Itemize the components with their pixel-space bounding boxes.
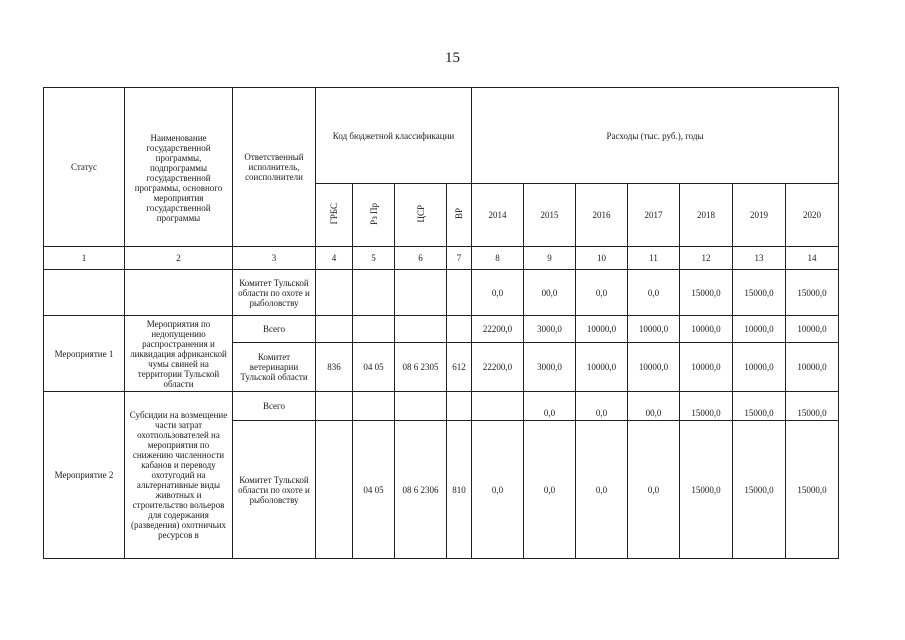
value-cell: 10000,0: [733, 343, 786, 392]
value-cell: 15000,0: [733, 392, 786, 421]
value-cell: 22200,0: [472, 343, 524, 392]
vr-cell: [447, 316, 472, 343]
header-year-2020: 2020: [786, 184, 839, 247]
budget-table: [43, 87, 839, 559]
value-cell: 0,0: [472, 270, 524, 316]
event2-status: Мероприятие 2: [44, 392, 125, 559]
value-cell: 15000,0: [786, 421, 839, 559]
grbs-cell: [316, 421, 353, 559]
header-vr: ВР: [447, 184, 472, 247]
vr-cell: [447, 270, 472, 316]
value-cell: [472, 392, 524, 421]
value-cell: 10000,0: [576, 316, 628, 343]
csr-cell: 08 6 2305: [395, 343, 447, 392]
col-index: 11: [628, 247, 680, 270]
header-executor: Ответственный исполнитель, соисполнители: [233, 88, 316, 247]
table-row: [44, 392, 839, 421]
col-index: 2: [125, 247, 233, 270]
executor-cell: Комитет ветеринарии Тульской области: [233, 343, 316, 392]
page-number: 15: [445, 50, 460, 66]
col-index: 8: [472, 247, 524, 270]
col-index: 7: [447, 247, 472, 270]
value-cell: 0,0: [472, 421, 524, 559]
csr-cell: [395, 316, 447, 343]
header-year-2018: 2018: [680, 184, 733, 247]
value-cell: 00,0: [524, 270, 576, 316]
csr-cell: [395, 270, 447, 316]
value-cell: 3000,0: [524, 343, 576, 392]
grbs-cell: [316, 392, 353, 421]
value-cell: 10000,0: [786, 316, 839, 343]
grbs-cell: [316, 270, 353, 316]
header-status: Статус: [44, 88, 125, 247]
value-cell: 3000,0: [524, 316, 576, 343]
value-cell: 10000,0: [628, 343, 680, 392]
header-rzpr: Рз Пр: [353, 184, 395, 247]
value-cell: 0,0: [628, 270, 680, 316]
header-year-2016: 2016: [576, 184, 628, 247]
rzpr-cell: [353, 392, 395, 421]
value-cell: 15000,0: [680, 421, 733, 559]
value-cell: 10000,0: [680, 316, 733, 343]
name-cell: [125, 270, 233, 316]
header-expenses: Расходы (тыс. руб.), годы: [472, 88, 839, 184]
value-cell: 0,0: [576, 421, 628, 559]
header-csr: ЦСР: [395, 184, 447, 247]
rzpr-cell: 04 05: [353, 343, 395, 392]
value-cell: 15000,0: [733, 421, 786, 559]
event1-name: Мероприятия по недопущению распространения и ликвидация африканской чумы свиней на территории Тульской области: [125, 316, 233, 392]
header-budget-code: Код бюджетной классификации: [316, 88, 472, 184]
vr-cell: [447, 392, 472, 421]
value-cell: 15000,0: [786, 392, 839, 421]
rzpr-cell: [353, 270, 395, 316]
value-cell: 15000,0: [680, 270, 733, 316]
header-name: Наименование государственной программы, подпрограммы государственной программы, основного мероприятия государственной программы: [125, 88, 233, 247]
status-cell: [44, 270, 125, 316]
header-year-2019: 2019: [733, 184, 786, 247]
value-cell: 15000,0: [786, 270, 839, 316]
value-cell: 0,0: [524, 392, 576, 421]
col-index: 4: [316, 247, 353, 270]
value-cell: 0,0: [576, 270, 628, 316]
csr-cell: [395, 392, 447, 421]
rzpr-cell: [353, 316, 395, 343]
grbs-cell: 836: [316, 343, 353, 392]
rzpr-cell: 04 05: [353, 421, 395, 559]
value-cell: 10000,0: [680, 343, 733, 392]
value-cell: 0,0: [524, 421, 576, 559]
event2-name: Субсидии на возмещение части затрат охотпользователей на мероприятия по снижению численности кабанов и переводу охотугодий на альтернативные виды животных и строительство вольеров для содержания (разведения) охотничьих ресурсов в: [125, 392, 233, 559]
table-row: [44, 270, 839, 316]
executor-cell: Всего: [233, 316, 316, 343]
vr-cell: 810: [447, 421, 472, 559]
col-index: 13: [733, 247, 786, 270]
value-cell: 10000,0: [576, 343, 628, 392]
value-cell: 00,0: [628, 392, 680, 421]
col-index: 5: [353, 247, 395, 270]
col-index: 9: [524, 247, 576, 270]
col-index: 10: [576, 247, 628, 270]
vr-cell: 612: [447, 343, 472, 392]
col-index: 3: [233, 247, 316, 270]
header-year-2015: 2015: [524, 184, 576, 247]
event1-status: Мероприятие 1: [44, 316, 125, 392]
header-grbs: ГРБС: [316, 184, 353, 247]
header-year-2017: 2017: [628, 184, 680, 247]
value-cell: 15000,0: [733, 270, 786, 316]
table-row: [44, 316, 839, 343]
value-cell: 10000,0: [786, 343, 839, 392]
col-index: 6: [395, 247, 447, 270]
csr-cell: 08 6 2306: [395, 421, 447, 559]
value-cell: 0,0: [576, 392, 628, 421]
col-index: 12: [680, 247, 733, 270]
executor-cell: Комитет Тульской области по охоте и рыболовству: [233, 421, 316, 559]
column-index-row: [44, 247, 839, 270]
col-index: 14: [786, 247, 839, 270]
header-row-top: [44, 88, 839, 184]
header-year-2014: 2014: [472, 184, 524, 247]
value-cell: 15000,0: [680, 392, 733, 421]
executor-cell: Всего: [233, 392, 316, 421]
executor-cell: Комитет Тульской области по охоте и рыболовству: [233, 270, 316, 316]
col-index: 1: [44, 247, 125, 270]
grbs-cell: [316, 316, 353, 343]
value-cell: 0,0: [628, 421, 680, 559]
value-cell: 10000,0: [628, 316, 680, 343]
value-cell: 10000,0: [733, 316, 786, 343]
value-cell: 22200,0: [472, 316, 524, 343]
